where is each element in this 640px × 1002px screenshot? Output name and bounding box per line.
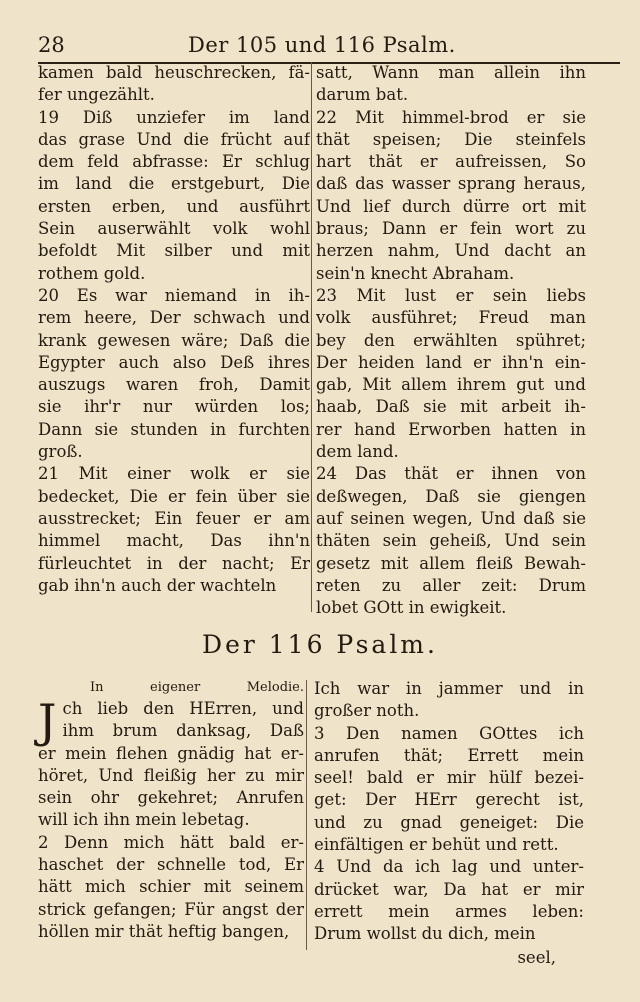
text-line: Egypter auch also Deß ihres [38, 352, 310, 372]
drop-capital: J [38, 694, 57, 748]
column-3 [38, 678, 304, 943]
running-header [38, 28, 620, 64]
text-line: 21 Mit einer wolk er sie [38, 464, 310, 484]
text-line: ch lieb den HErren, und [62, 699, 304, 718]
text-line: ersten erben, und ausführt [38, 196, 310, 216]
text-line: hätt mich schier mit seinem [38, 877, 304, 897]
text-line: einfältigen er behüt und rett. [314, 835, 559, 855]
text-line: fürleuchtet in der nacht; Er [38, 553, 310, 573]
text-line: braus; Dann er fein wort zu [316, 219, 586, 239]
text-line: Der heiden land er ihn'n ein- [316, 352, 586, 372]
text-line: groß. [38, 442, 83, 462]
text-line: strick gefangen; Für angst der [38, 899, 304, 919]
column-2 [316, 62, 586, 619]
text-line: anrufen thät; Errett mein [314, 745, 584, 765]
catchword: seel, [517, 948, 556, 967]
column-divider [311, 62, 312, 612]
text-line: lobet GOtt in ewigkeit. [316, 598, 507, 618]
text-line: gab ihn'n auch der wachteln [38, 575, 277, 595]
text-line: im land die erstgeburt, Die [38, 174, 310, 194]
melody-note: In eigener Melodie. [90, 680, 304, 695]
text-line: thäten sein geheiß, Und sein [316, 531, 586, 551]
text-line: 4 Und da ich lag und unter- [314, 857, 584, 877]
text-line: haschet der schnelle tod, Er [38, 855, 304, 875]
text-line: rothem gold. [38, 263, 146, 283]
text-line: darum bat. [316, 85, 409, 105]
text-line: herzen nahm, Und dacht an [316, 241, 586, 261]
text-line: 24 Das thät er ihnen von [316, 464, 586, 484]
text-line: drücket war, Da hat er mir [314, 879, 584, 899]
text-line: rem heere, Der schwach und [38, 308, 310, 328]
text-line: Ich war in jammer und in [314, 679, 584, 698]
text-line: kamen bald heuschrecken, fä- [38, 63, 310, 82]
text-line: hart thät er aufreissen, So [316, 152, 586, 172]
text-line: sein'n knecht Abraham. [316, 263, 515, 283]
text-line: thät speisen; Die steinfels [316, 129, 586, 149]
text-line: ausstrecket; Ein feuer er am [38, 508, 310, 528]
text-line: dem feld abfrasse: Er schlug [38, 152, 310, 172]
text-line: daß das wasser sprang heraus, [316, 174, 586, 194]
text-line: Drum wollst du dich, mein [314, 924, 536, 944]
text-line: deßwegen, Daß sie giengen [316, 486, 586, 506]
text-line: errett mein armes leben: [314, 901, 584, 921]
text-line: 19 Diß unziefer im land [38, 107, 310, 127]
text-line: bedecket, Die er fein über sie [38, 486, 310, 506]
text-line: rer hand Erworben hatten in [316, 419, 586, 439]
text-line: dem land. [316, 442, 399, 462]
text-line: auf seinen wegen, Und daß sie [316, 508, 586, 528]
psalm-heading: Der 116 Psalm. [202, 630, 438, 659]
text-line: gab, Mit allem ihrem gut und [316, 375, 586, 395]
text-line: 20 Es war niemand in ih- [38, 285, 310, 305]
text-line: auszugs waren froh, Damit [38, 375, 310, 395]
text-line: höllen mir thät heftig bangen, [38, 921, 290, 941]
text-line: Dann sie stunden in furchten [38, 419, 310, 439]
text-line: will ich ihn mein lebetag. [38, 810, 250, 830]
column-divider-lower [306, 680, 307, 950]
text-line: großer noth. [314, 701, 420, 721]
text-line: ihm brum danksag, Daß [62, 721, 304, 741]
text-line: satt, Wann man allein ihn [316, 63, 586, 82]
text-line: seel! bald er mir hülf bezei- [314, 768, 584, 788]
text-line: Und lief durch dürre ort mit [316, 196, 586, 216]
text-line: reten zu aller zeit: Drum [316, 575, 586, 595]
text-line: haab, Daß sie mit arbeit ih- [316, 397, 586, 417]
page-number: 28 [38, 33, 65, 57]
text-line: sein ohr gekehret; Anrufen [38, 788, 304, 808]
text-line: befoldt Mit silber und mit [38, 241, 310, 261]
text-line: 2 Denn mich hätt bald er- [38, 832, 304, 852]
text-line: get: Der HErr gerecht ist, [314, 790, 584, 810]
text-line: gesetz mit allem fleiß Bewah- [316, 553, 586, 573]
text-line: sie ihr'r nur würden los; [38, 397, 310, 417]
text-line: und zu gnad geneiget: Die [314, 812, 584, 832]
column-1 [38, 62, 310, 597]
text-line: das grase Und die frücht auf [38, 129, 310, 149]
column-4 [314, 678, 584, 946]
text-line: volk ausführet; Freud man [316, 308, 586, 328]
text-line: Sein auserwählt volk wohl [38, 219, 310, 239]
text-line: krank gewesen wäre; Daß die [38, 330, 310, 350]
text-line: 3 Den namen GOttes ich [314, 723, 584, 743]
text-line: höret, Und fleißig her zu mir [38, 765, 304, 785]
text-line: fer ungezählt. [38, 85, 155, 105]
text-line: 22 Mit himmel-brod er sie [316, 107, 586, 127]
text-line: himmel macht, Das ihn'n [38, 531, 310, 551]
text-line: er mein flehen gnädig hat er- [38, 743, 304, 763]
text-line: bey den erwählten spühret; [316, 330, 586, 350]
text-line: 23 Mit lust er sein liebs [316, 285, 586, 305]
header-title: Der 105 und 116 Psalm. [188, 33, 456, 57]
